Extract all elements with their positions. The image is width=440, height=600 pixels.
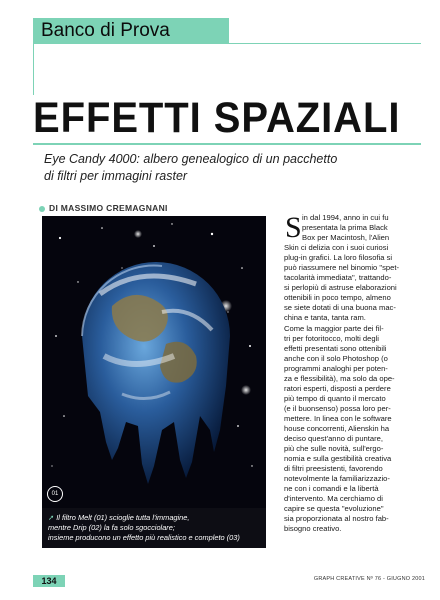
melting-earth-illustration [42, 216, 266, 508]
body-line: più che sulle novità, sull'ergo- [284, 444, 384, 454]
arrow-icon: ➚ [48, 513, 55, 522]
body-line: si perlopiù di astruse elaborazioni [284, 283, 397, 293]
article-title: EFFETTI SPAZIALI [33, 94, 401, 142]
publication-footer: GRAPH CREATIVE Nº 76 - GIUGNO 2001 [313, 576, 425, 582]
figure-caption [42, 508, 266, 548]
body-line: Box per Macintosh, l'Alien [302, 233, 390, 243]
article-body [284, 213, 428, 535]
subtitle-line: Eye Candy 4000: albero genealogico di un pacchetto [44, 152, 338, 166]
body-line: bisogno creativo. [284, 524, 342, 534]
section-label: Banco di Prova [41, 20, 170, 41]
body-line: sia proporzionata al nostro fab- [284, 514, 389, 524]
body-line: deciso quest'anno di puntare, [284, 434, 383, 444]
byline [39, 203, 269, 213]
caption-line: mentre Drip (02) la fa solo sgocciolare; [48, 523, 175, 532]
body-line: ratori esperti, disposti a perdere [284, 383, 391, 393]
body-line: mettere. In linea con le software [284, 413, 392, 423]
subtitle-line: di filtri per immagini raster [44, 169, 188, 183]
body-line: effetti presentati sono ottenibili [284, 343, 387, 353]
bullet-dot-icon [39, 206, 45, 212]
body-line: più tempo di quanto il mercato [284, 393, 386, 403]
body-line: china e tanta, tanta ram. [284, 313, 366, 323]
body-line: Skin ci delizia con i suoi curiosi [284, 243, 389, 253]
body-line: notevolmente la familiarizzazio- [284, 474, 390, 484]
body-line: tacolarità immediata", trattando- [284, 273, 392, 283]
article-image [42, 216, 266, 508]
body-line: tri per fotoritocco, molti degli [284, 333, 379, 343]
body-line: di filtri preesistenti, favorendo [284, 464, 383, 474]
figure-number-badge: 01 [47, 486, 63, 502]
body-line: house concorrenti, Alienskin ha [284, 423, 390, 433]
body-line: anche con il solo Photoshop (o [284, 353, 388, 363]
body-line: za e flessibilità), ma solo da ope- [284, 373, 395, 383]
caption-text: Il filtro Melt (01) scioglie tutta l'immagine, [56, 513, 190, 522]
author: DI MASSIMO CREMAGNANI [49, 203, 168, 213]
body-line: programmi analoghi per poten- [284, 363, 388, 373]
body-line: nomia e sulla gestibilità creativa [284, 454, 392, 464]
drop-cap: S [285, 211, 302, 244]
body-line: capire se questa "evoluzione" [284, 504, 384, 514]
article-subtitle [44, 151, 374, 185]
body-line: d'intervento. Ma cerchiamo di [284, 494, 383, 504]
caption-line: insieme producono un effetto più realistico e completo (03) [48, 533, 240, 542]
body-line: se siete dotati di una buona mac- [284, 303, 396, 313]
body-line: (e il buonsenso) possa loro per- [284, 403, 391, 413]
frame-top-rule [33, 43, 421, 44]
body-line: ottenibili in poco tempo, almeno [284, 293, 391, 303]
body-line: Come la maggior parte dei fil- [284, 323, 384, 333]
body-line: plug-in grafici. La loro filosofia si [284, 253, 393, 263]
page-number: 134 [33, 575, 65, 587]
body-line: può riassumere nel binomio "spet- [284, 263, 399, 273]
frame-left-rule [33, 43, 34, 95]
title-rule [33, 143, 421, 145]
body-line: in dal 1994, anno in cui fu [302, 213, 389, 222]
body-line: presentata la prima Black [302, 223, 388, 233]
caption-line [48, 513, 261, 523]
section-tab [33, 18, 229, 43]
body-line: ne con i comandi e la libertà [284, 484, 379, 494]
